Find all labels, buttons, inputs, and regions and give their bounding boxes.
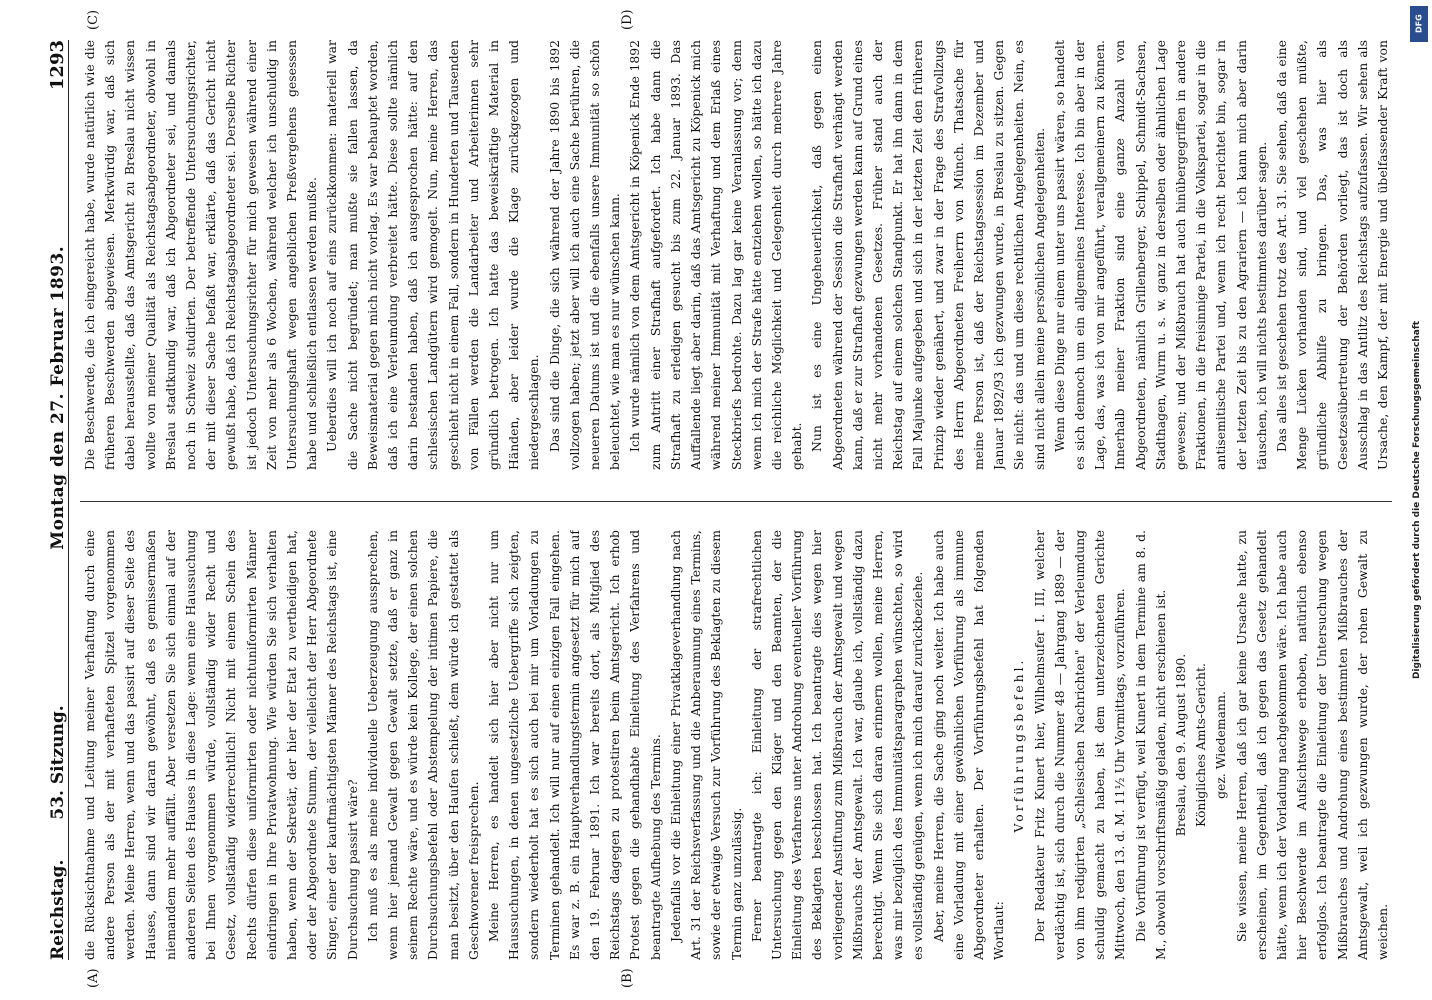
paragraph: Jedenfalls vor die Einleitung einer Privatklageverhandlung nach Art. 31 der Reichsverfassung und die Anberaumung eines Termins, sowie der etwaige Versuch zur Vorführung des Beklagten zu diesem Termin ganz unzulässig. [667, 530, 744, 960]
dfg-logo: DFG [1410, 6, 1428, 42]
page-header [28, 40, 69, 960]
signoff-line: Königliches Amts-Gericht. [1193, 663, 1209, 827]
session-label: 53. Sitzung. [48, 705, 68, 820]
watermark-text: Digitalisierung gefördert durch die Deutsche Forschungsgemeinschaft [1412, 320, 1422, 680]
paragraph: Ueberdies will ich noch auf eins zurückkommen: materiell war die Sache nicht begründet; man mußte sie fallen lassen, da Beweismaterial gegen mich nicht vorlag. Es war behauptet worden, daß ich eine Verleumdung verbreitet hätte. Diese sollte nämlich darin bestanden haben, daß ich ausgesprochen hätte: auf den schlesischen Landgütern wird gemogelt. Nun, meine Herren, das geschieht nicht in einem Fall, sondern in Hunderten und Tausenden von Fällen werden die Landarbeiter und Arbeiterinnen sehr gründlich betrogen. Ich hatte das beweiskräftige Material in Händen, aber leider wurde die Klage zurückgezogen und niedergeschlagen. [324, 40, 542, 470]
paragraph: Sie wissen, meine Herren, daß ich gar keine Ursache hatte, zu erscheinen, im Gegentheil, daß ich gegen das Gesetz gehandelt hätte, wenn ich der Vorladung nachgekommen wäre. Ich habe auch hier Beschwerde im Aufsichtswege erhoben, natürlich ebenso erfolglos. Ich beantragte die Einleitung der Untersuchung wegen Mißbrauches und Androhung eines bestimmten Mißbrauches der Amtsgewalt, weil ich gezwungen wurde, der rohen Gewalt zu weichen. [1233, 530, 1390, 960]
margin-marker-d: (D) [620, 9, 635, 30]
session-date: Montag den 27. Februar 1893. [48, 245, 68, 550]
paragraph: Der Redakteur Fritz Kunert hier, Wilhelmsufer I. III, welcher verdächtig ist, sich durch die Nummer 48 — Jahrgang 1889 — der von ihm redigirten „Schlesischen Nachrichten" der Verleumdung schuldig gemacht zu haben, ist dem unterzeichneten Gerichte Mittwoch, den 13. d. M. 11½ Uhr Vormittags, vorzuführen. [1031, 530, 1128, 960]
margin-marker-c: (C) [86, 9, 101, 30]
paragraph: Die Vorführung ist verfügt, weil Kunert in dem Termine am 8. d. M., obwohl vorschriftsmäßig geladen, nicht erschienen ist. [1132, 530, 1168, 960]
paragraph: Das sind die Dinge, die sich während der Jahre 1890 bis 1892 vollzogen haben; jetzt aber will ich auch eine Sache berühren, die neueren Datums ist und die ebenfalls unsere Immunität so schön beleuchtet, wie man es nur wünschen kann. [546, 40, 623, 470]
paragraph: Nun ist es eine Ungeheuerlichkeit, daß gegen einen Abgeordneten während der Session die Strafhaft verhängt werden kann, daß er zur Strafhaft gezwungen werden kann auf Grund eines nicht mehr vorhandenen Gesetzes. Früher stand auch der Reichstag auf einem solchen Standpunkt. Er hat ihn dann in dem Fall Majunke aufgegeben und sich in der letzten Zeit den früheren Prinzip wieder genähert, und zwar in der Frage des Strafvollzugs des Herrn Abgeordneten Freiherrn von Münch. Thatsache für meine Person ist, daß der Reichstagssession im Dezember und Januar 1892/93 ich gezwungen wurde, in Breslau zu sitzen. Gegen Sie nicht: das und um diese rechtlichen Angelegenheiten. Nein, es sind nicht allein meine persönlichen Angelegenheiten. [809, 40, 1047, 470]
publication-title: Reichstag. [48, 859, 68, 960]
order-heading: Vorführungsbefehl. [1011, 657, 1027, 833]
signoff-line: Breslau, den 9. August 1890. [1172, 653, 1188, 837]
margin-marker-b: (B) [620, 968, 635, 988]
paragraph: Das alles ist geschehen trotz des Art. 31. Sie sehen, daß da eine Menge Lücken vorhanden sind, und viel geschehen müßte, gründliche Abhilfe zu bringen. Das, was hier als Gesetzesübertretung der Behörden vorliegt, das ist doch als Ausschlag in das Antlitz des Reichstags aufzufassen. Wir sehen als Ursache, den Kampf, der mit Energie und übelfassender Kraft von [1273, 40, 1390, 470]
paragraph: Aber, meine Herren, die Sache ging noch weiter. Ich habe auch eine Vorladung mit einer gewöhnlichen Vorführung als immune Abgeordneter erhalten. Der Vorführungsbefehl hat folgenden Wortlaut: [930, 530, 1007, 960]
paragraph: Die Beschwerde, die ich eingereicht habe, wurde natürlich wie die früheren Beschwerden abgewiesen. Merkwürdig war, daß sich dabei herausstellte, daß das Amtsgericht zu Breslau nicht wissen wollte von meiner Qualität als Reichstagsabgeordneter, obwohl in Breslau stadtkundig war, daß ich Abgeordneter sei, und damals noch in Schweiz studirten. Der betreffende Untersuchungsrichter, der mit dieser Sache befaßt war, erklärte, daß das Gericht nicht gewußt habe, daß ich Reichstagsabgeordneter sei. Derselbe Richter ist jedoch Untersuchungsrichter für mich gewesen während einer Zeit von mehr als 6 Wochen, während welcher ich unschuldig in Untersuchungshaft wegen angeblichen Preßvergehens gesessen habe und schließlich entlassen werden mußte. [82, 40, 320, 470]
margin-marker-a: (A) [86, 968, 101, 988]
paragraph: Ferner beantragte ich: Einleitung der strafrechtlichen Untersuchung gegen den Kläger und den Beamten, der die Einleitung des Verfahrens unter Androhung eventueller Vorführung des Beklagten beschlossen hat. Ich beantragte dies wegen hier vorliegender Anstiftung zum Mißbrauch der Amtsgewalt und wegen Mißbrauchs der Amtsgewalt. Ich war, glaube ich, vollständig dazu berechtigt. Wenn Sie sich daran erinnern wollen, meine Herren, was mir bezüglich des Immunitätsparagraphen wünschten, so wird es vollständig genügen, wenn ich mich darauf zurückbeziehe. [748, 530, 926, 960]
digitization-watermark [1402, 0, 1432, 1000]
column-divider [80, 501, 1392, 502]
paragraph: Ich wurde nämlich von dem Amtsgericht in Köpenick Ende 1892 zum Antritt einer Strafhaft aufgefordert. Ich habe dann die Strafhaft zu erledigen gesucht bis zum 22. Januar 1893. Das Auffallende liegt aber darin, daß das Amtsgericht zu Köpenick mich während meiner Immunität mit Verhaftung und dem Erlaß eines Steckbriefs bedrohte. Dazu lag gar keine Veranlassung vor; denn wenn ich mich der Strafe hätte entziehen wollen, so hätte ich dazu die reichliche Möglichkeit und Gelegenheit durch mehrere Jahre gehabt. [627, 40, 805, 470]
paragraph: die Rücksichtnahme und Leitung meiner Verhaftung durch eine andere Person als der mit verhafteten Spitzel vorgenommen werden. Meine Herren, wenn und das passirt auf dieser Seite des Hauses, dann sind wir daran gewöhnt, daß es gemissermaßen niemandem mehr auffällt. Aber versetzen Sie sich einmal auf der anderen Seiten des Hauses in diese Lage: wenn eine Haussuchung bei Ihnen vorgenommen würde, vollständig wider Recht und Gesetz, vollständig widerrechtlich! Nicht mit einem Schein des Rechts dürfen diese uniformirten oder nichtuniformirten Männer eindringen in Ihre Privatwohnung. Wie würden Sie sich verhalten haben, wenn der Sekretär, der hier der Etat zu vertheidigen hat, oder der Abgeordnete Stumm, der vielleicht der Herr Abgeordnete Singer, einer der kauftmächtigsten Männer des Reichstags ist, eine Durchsuchung passirt wäre? [82, 530, 360, 960]
paragraph: Wenn diese Dinge nur einem unter uns passirt wären, so handelt es sich dennoch um ein allgemeines Interesse. Ich bin aber in der Lage, das, was ich von mir angeführt, verallgemeinern zu können. Innerhalb meiner Fraktion sind eine ganze Anzahl von Abgeordneten, nämlich Grillenberger, Schippel, Schmidt-Sachsen, Stadthagen, Wurm u. s. w. ganz in derselben oder ähnlichen Lage gewesen; und der Mißbrauch hat auch hinübergegriffen in andere Fraktionen, in die freisinnige Partei, in die Volkspartei, sogar in die antisemitische Partei und, wenn ich recht berichtet bin, sogar in der letzten Zeit bis zu den Agrariern — ich kann mich aber darin täuschen, ich will nichts bestimmtes darüber sagen. [1051, 40, 1269, 470]
page-number: 1293 [47, 40, 68, 91]
right-column [80, 40, 1392, 470]
paragraph: Ich muß es als meine individuelle Ueberzeugung aussprechen, wenn hier jemand Gewalt gegen Gewalt setzte, daß er ganz in seinem Rechte wäre, und es würde kein Kollege, der einen solchen Durchsuchungsbefehl oder Abstempelung der intimen Papiere, die man besitzt, über den Haufen schießt, dem würde ich gestattet als Geschworener freisprechen. [364, 530, 481, 960]
left-column [80, 530, 1392, 960]
signoff-line: gez. Wiedemann. [1213, 691, 1229, 799]
paragraph: Meine Herren, es handelt sich hier aber nicht nur um Haussuchungen, in denen ungesetzliche Uebergriffe sich zeigten, sondern wiederholt hat es sich auch bei mir um Vorladungen zu Terminen gehandelt. Ich will nur auf einen einzigen Fall eingehen. Es war z. B. ein Hauptverhandlungstermin angesetzt für mich auf den 19. Februar 1891. Ich war bereits dort, als Mitglied des Reichstags dagegen zu protestiren beim Amtsgericht. Ich erhob Protest gegen die gehandhabte Einleitung des Verfahrens und beantragte Aufhebung des Termins. [486, 530, 663, 960]
